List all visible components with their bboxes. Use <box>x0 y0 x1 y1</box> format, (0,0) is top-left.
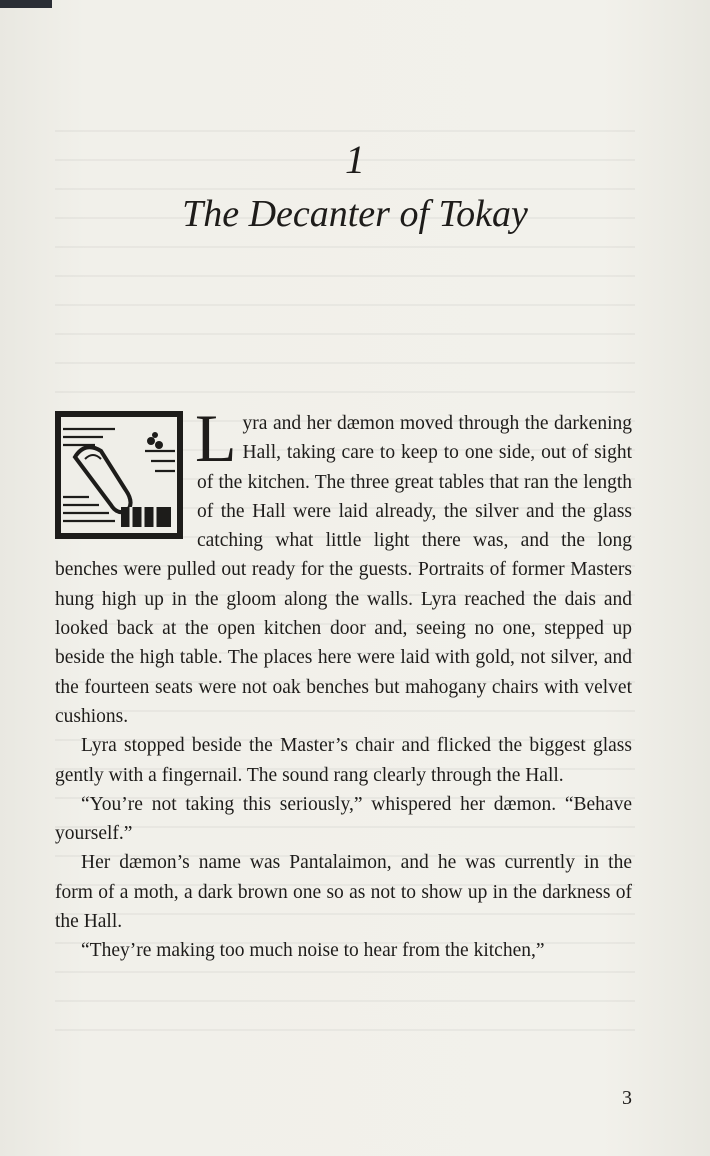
decanter-woodcut-icon <box>55 411 183 539</box>
paragraph-5: “They’re making too much noise to hear from the kitchen,” <box>81 940 545 962</box>
chapter-body <box>55 400 632 966</box>
chapter-number: 1 <box>345 137 365 182</box>
page-edge-shadow <box>0 0 52 8</box>
chapter-title: The Decanter of Tokay <box>182 193 528 235</box>
paragraph-1 <box>55 400 632 731</box>
paragraph-4: Her dæmon’s name was Pantalaimon, and he was currently in the form of a moth, a dark brown one so as not to show up in the darkness of the Hall. <box>55 852 632 933</box>
paragraph-3: “You’re not taking this seriously,” whispered her dæmon. “Behave yourself.” <box>55 793 632 845</box>
page-number: 3 <box>622 1087 632 1109</box>
paragraph-1-text: yra and her dæmon moved through the darkening Hall, taking care to keep to one side, out of sight of the kitchen. The three great tables that ran the length of the Hall were laid already, the silver and the glass catching what little light there was, and the long benches were pulled out ready for the guests. Portraits of former Masters hung high up in the gloom along the walls. Lyra reached the dais and looked back at the open kitchen door and, seeing no one, stepped up beside the high table. The places here were laid with gold, not silver, and the fourteen seats were not oak benches but mahogany chairs with velvet cushions. <box>55 413 632 727</box>
drop-cap-letter: L <box>195 400 237 476</box>
paragraph-2: Lyra stopped beside the Master’s chair and flicked the biggest glass gently with a fingernail. The sound rang clearly through the Hall. <box>55 735 632 786</box>
